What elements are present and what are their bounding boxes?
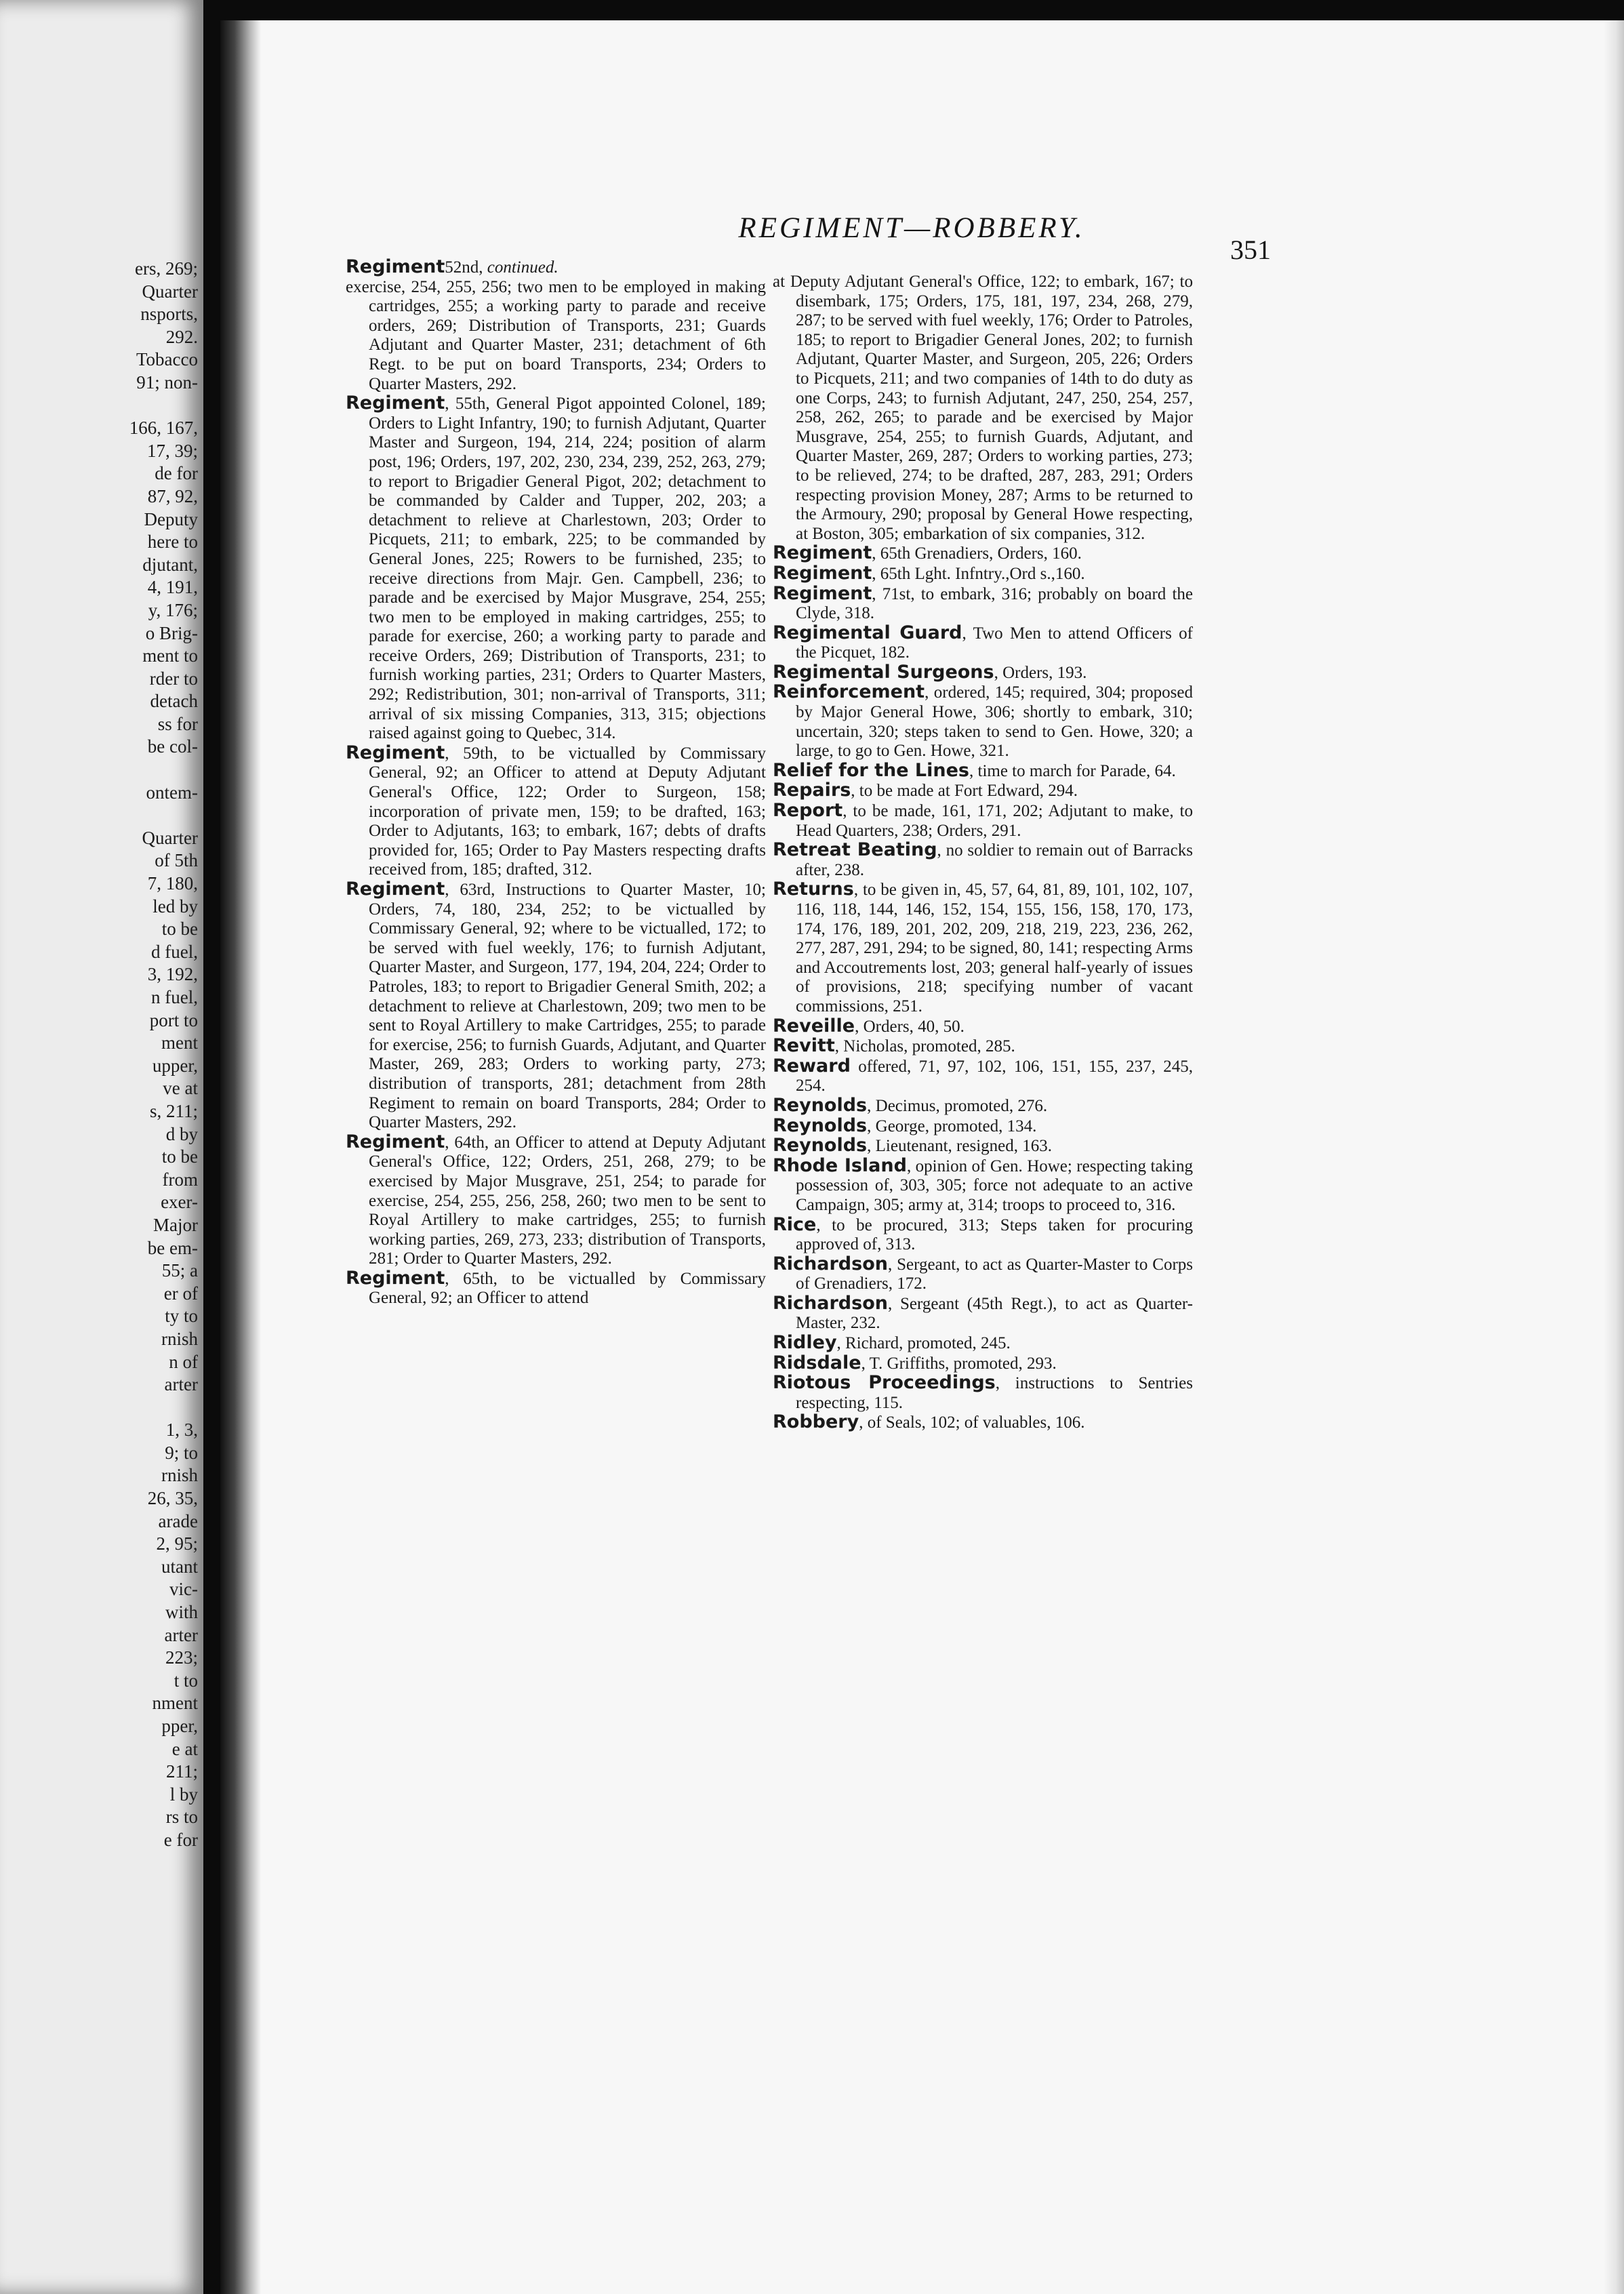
facing-page-line: ve at <box>163 1078 198 1099</box>
entry-headword: Returns <box>773 879 854 900</box>
facing-page-line: o Brig- <box>145 622 198 643</box>
index-entry <box>773 1333 1193 1354</box>
facing-page-line: t to <box>174 1670 198 1691</box>
facing-page-line: rder to <box>149 668 198 689</box>
facing-page-line: s, 211; <box>149 1100 198 1121</box>
facing-page-line: y, 176; <box>148 599 198 620</box>
facing-page-line: 166, 167, <box>129 418 198 439</box>
facing-page-line: led by <box>153 896 198 917</box>
facing-page-line: 55; a <box>161 1260 198 1281</box>
facing-page-line: 4, 191, <box>147 577 198 598</box>
entry-text: , to be given in, 45, 57, 64, 81, 89, 101, 102, 107, 116, 118, 144, 146, 152, 154, 155, 156, 158, 170, 173, 174, 176, 189, 201, 202, 209, 218, 219, 223, 236, 262, 277, 287, 291, 294; to be signed, 80, 141; respecting Arms and Accoutrements lost, 203; general half-yearly of issues of provisions, 218; specifying number of vacant commissions, 251. <box>796 881 1193 1015</box>
entry-text: , T. Griffiths, promoted, 293. <box>861 1354 1057 1373</box>
entry-text: , ordered, 145; required, 304; proposed by Major General Howe, 306; shortly to embark, 310; uncertain, 320; steps taken to send to Gen. Howe, 320; a large, to go to Gen. Howe, 321. <box>796 683 1193 761</box>
entry-text: , to be made, 161, 171, 202; Adjutant to make, to Head Quarters, 238; Orders, 291. <box>796 802 1193 840</box>
entry-text: , Orders, 193. <box>994 663 1087 682</box>
entry-text: , 65th Grenadiers, Orders, 160. <box>872 544 1082 563</box>
index-entry <box>773 1096 1193 1116</box>
facing-page-line: 9; to <box>165 1442 198 1463</box>
index-column-left <box>346 258 766 1308</box>
entry-text: , 65th, to be victualled by Commissary General, 92; an Officer to attend <box>369 1269 766 1308</box>
index-entry <box>346 744 766 880</box>
facing-page-line: Quarter <box>142 827 198 848</box>
facing-page-line: from <box>162 1169 198 1190</box>
index-entry <box>773 624 1193 663</box>
facing-page-line: be em- <box>147 1237 198 1258</box>
running-head: REGIMENT—ROBBERY. <box>738 212 1085 244</box>
entry-headword: Regiment <box>346 256 445 277</box>
index-entry <box>773 1017 1193 1037</box>
facing-page-line: 3, 192, <box>147 964 198 985</box>
entry-text: , 65th Lght. Infntry.,Ord s.,160. <box>872 564 1085 583</box>
index-entry <box>346 880 766 1133</box>
facing-page-line: ment <box>161 1032 198 1053</box>
entry-text: , Sergeant, to act as Quarter-Master to Corps of Grenadiers, 172. <box>796 1255 1193 1293</box>
entry-headword: Reward <box>773 1055 851 1076</box>
index-entry <box>773 781 1193 801</box>
facing-page-line: d by <box>165 1123 198 1144</box>
entry-text: , of Seals, 102; of valuables, 106. <box>859 1413 1085 1432</box>
entry-text: , 63rd, Instructions to Quarter Master, 10; Orders, 74, 180, 234, 252; to be victualled by Commissary General, 92; where to be victualled, 172; to be served with fuel weekly, 176; to furnish Adjutant, Quarter Master, and Surgeon, 177, 194, 204, 224; Order to Patroles, 183; to report to Brigadier General Smith, 202; a detachment to relieve at Charlestown, 209; two men to be sent to Royal Artillery to make Cartridges, 255; to parade for exercise, 256; to furnish Guards, Adjutant, and Quarter Master, 269, 283; Orders to working party, 273; distribution of transports, 281; detachment from 28th Regiment to remain on board Transports, 284; Order to Quarter Masters, 292. <box>369 881 766 1132</box>
index-entry <box>773 801 1193 841</box>
entry-headword: Rhode Island <box>773 1154 907 1176</box>
facing-page-line: er of <box>163 1283 198 1304</box>
entry-headword: Reveille <box>773 1015 855 1037</box>
entry-headword: Regimental Guard <box>773 622 962 643</box>
entry-headword: Regimental Surgeons <box>773 661 994 683</box>
entry-headword: Robbery <box>773 1411 859 1433</box>
facing-page-line: e at <box>171 1738 198 1759</box>
facing-page-line: 26, 35, <box>147 1488 198 1509</box>
facing-page-line: Deputy <box>144 508 198 529</box>
facing-page-line: be col- <box>147 736 198 757</box>
facing-page-line: n fuel, <box>151 987 198 1007</box>
index-page <box>220 20 1624 2294</box>
entry-text: , to be procured, 313; Steps taken for procuring approved of, 313. <box>796 1215 1193 1254</box>
entry-headword: Regiment <box>346 393 445 414</box>
facing-page-line: ment to <box>142 645 198 666</box>
index-entry <box>773 544 1193 564</box>
facing-page-line: 87, 92, <box>147 485 198 506</box>
index-entry <box>773 1057 1193 1096</box>
facing-page-line: vic- <box>169 1579 198 1600</box>
entry-headword: Report <box>773 800 843 822</box>
index-entry <box>346 278 766 395</box>
index-entry <box>773 1354 1193 1374</box>
entry-text: offered, 71, 97, 102, 106, 151, 155, 237, 245, 254. <box>796 1057 1193 1095</box>
index-entry <box>773 1136 1193 1156</box>
facing-page-line: n of <box>169 1351 198 1372</box>
index-entry <box>773 273 1193 544</box>
index-entry <box>773 1037 1193 1057</box>
facing-page-line: djutant, <box>142 554 198 575</box>
facing-page-line <box>0 759 198 782</box>
facing-page-line: ss for <box>157 713 198 734</box>
facing-page-line: 17, 39; <box>146 440 198 461</box>
facing-page-line: utant <box>161 1556 198 1577</box>
entry-text: , Richard, promoted, 245. <box>836 1334 1011 1353</box>
facing-page-line: Tobacco <box>136 349 198 370</box>
facing-page-line: de for <box>155 463 198 484</box>
entry-text: , Two Men to attend Officers of the Picquet, 182. <box>796 624 1193 662</box>
entry-headword: Rice <box>773 1213 817 1235</box>
index-entry <box>773 564 1193 584</box>
index-entry <box>346 1133 766 1269</box>
facing-page-line: port to <box>149 1009 198 1030</box>
entry-text: , 55th, General Pigot appointed Colonel, 189; Orders to Light Infantry, 190; to furnish Adjutant, Quarter Master and Surgeon, 194, 214, 224; position of alarm post, 196; Orders, 197, 202, 230, 234, 239, 252, 263, 279; to report to Brigadier General Pigot, 202; detachment to be commanded by Calder and Tupper, 202, 203; a detachment to relieve at Charlestown, 203; Order to Picquets, 211; to embark, 225; to be commanded by General Jones, 225; Rowers to be furnished, 235; to receive directions from Majr. Gen. Campbell, 236; to parade and be exercised by Major Musgrave, 254, 255; two men to be employed in making cartridges, 255; to parade for exercise, 260; a working party to parade and receive Orders, 269; Distribution of Transports, 231; to furnish working parties, 231; Orders to Quarter Masters, 292; Redistribution, 301; non-arrival of Transports, 311; arrival of six missing Companies, 313, 315; objections raised against going to Quebec, 314. <box>369 395 766 743</box>
entry-headword: Reynolds <box>773 1135 868 1156</box>
entry-headword: Reynolds <box>773 1114 868 1136</box>
facing-page-line: 223; <box>165 1647 198 1668</box>
entry-headword: Revitt <box>773 1035 835 1057</box>
index-entry <box>773 1294 1193 1333</box>
entry-text: , Sergeant (45th Regt.), to act as Quarter-Master, 232. <box>796 1294 1193 1333</box>
facing-page-line: l by <box>169 1784 198 1805</box>
entry-text: , Nicholas, promoted, 285. <box>834 1037 1015 1056</box>
index-entry <box>773 584 1193 624</box>
facing-page-line: Quarter <box>142 281 198 302</box>
facing-page-line: nment <box>152 1693 198 1714</box>
entry-headword: Reinforcement <box>773 681 925 703</box>
entry-text: , Lieutenant, resigned, 163. <box>867 1137 1052 1156</box>
entry-headword: Ridsdale <box>773 1352 861 1373</box>
page-edge-shadow <box>1604 20 1624 2294</box>
facing-page-line: Major <box>153 1214 198 1235</box>
index-entry <box>773 1116 1193 1137</box>
index-entry <box>346 394 766 744</box>
entry-text: , time to march for Parade, 64. <box>969 761 1176 780</box>
entry-text: , opinion of Gen. Howe; respecting taking possession of, 303, 305; force not adequate to an active Campaign, 305; army at, 314; troops to proceed to, 316. <box>796 1156 1193 1214</box>
entry-headword: Regiment <box>346 742 445 763</box>
facing-page-line: arter <box>164 1624 198 1645</box>
facing-page-line: here to <box>147 531 198 552</box>
entry-headword: Regiment <box>346 879 445 900</box>
facing-page-line: 91; non- <box>136 371 198 393</box>
index-entry <box>773 841 1193 880</box>
facing-page-line: 292. <box>165 326 198 347</box>
entry-text: exercise, 254, 255, 256; two men to be employed in making cartridges, 255; a working party to parade and receive orders, 269; Distribution of Transports, 231; Guards Adjutant and Quarter Master, 231; detachment of 6th Regt. to be put on board Transports, 234; Orders to Quarter Masters, 292. <box>346 277 766 393</box>
index-entry <box>773 1215 1193 1255</box>
entry-text: at Deputy Adjutant General's Office, 122; to embark, 167; to disembark, 175; Orders, 175, 181, 197, 234, 268, 279, 287; to be served with fuel weekly, 176; Order to Patroles, 185; to report to Brigadier General Jones, 202; to furnish Adjutant, Quarter Master, and Surgeon, 205, 226; Orders to Picquets, 211; and two companies of 14th to do duty as one Corps, 243; to furnish Adjutant, 247, 250, 254, 257, 258, 262, 265; to parade and be exercised by Major Musgrave, 254, 255; to furnish Guards, Adjutant, and Quarter Master, 269, 287; Orders to working parties, 273; to be relieved, 274; to be drafted, 287, 283, 291; Orders respecting provision Money, 287; Arms to be returned to the Armoury, 290; proposal by General Howe respecting, at Boston, 305; embarkation of six companies, 312. <box>773 273 1193 543</box>
facing-page-text-fragments <box>0 258 203 1852</box>
entry-headword: Ridley <box>773 1332 837 1354</box>
facing-page-line: arade <box>158 1510 198 1531</box>
facing-page-line: rs to <box>165 1807 198 1828</box>
entry-headword: Regiment <box>346 1131 445 1152</box>
entry-cont: 52nd, <box>445 258 487 277</box>
index-entry <box>773 1373 1193 1413</box>
index-entry <box>346 1269 766 1308</box>
entry-headword: Richardson <box>773 1253 888 1274</box>
index-entry <box>773 663 1193 683</box>
facing-page-line: to be <box>161 1146 198 1167</box>
facing-page-line: to be <box>161 919 198 940</box>
page-number: 351 <box>1230 235 1271 265</box>
facing-page-line: 7, 180, <box>147 873 198 894</box>
facing-page-line <box>0 395 198 418</box>
entry-text: , 71st, to embark, 316; probably on board the Clyde, 318. <box>796 584 1193 623</box>
facing-page-line: detach <box>150 691 198 712</box>
facing-page-line: rnish <box>161 1465 198 1486</box>
entry-headword: Reynolds <box>773 1094 868 1116</box>
facing-page-line: 211; <box>166 1761 198 1782</box>
index-entry <box>346 258 766 278</box>
facing-page-line: rnish <box>161 1328 198 1349</box>
index-column-right <box>773 273 1193 1433</box>
facing-page-line: 1, 3, <box>165 1420 198 1441</box>
entry-text: , Orders, 40, 50. <box>855 1017 965 1036</box>
entry-headword: Relief for the Lines <box>773 759 969 781</box>
facing-page-line: e for <box>163 1829 198 1850</box>
index-entry <box>773 683 1193 761</box>
entry-headword: Regiment <box>773 562 872 584</box>
index-entry <box>773 1413 1193 1433</box>
facing-page-line: ontem- <box>146 782 198 803</box>
entry-headword: Riotous Proceedings <box>773 1372 996 1394</box>
entry-text: , Decimus, promoted, 276. <box>867 1096 1048 1115</box>
index-entry <box>773 880 1193 1016</box>
entry-headword: Retreat Beating <box>773 839 937 861</box>
facing-page-line: arter <box>164 1374 198 1395</box>
entry-headword: Richardson <box>773 1292 888 1314</box>
index-entry <box>773 761 1193 782</box>
facing-page-line: exer- <box>161 1192 198 1213</box>
facing-page-line: of 5th <box>155 850 198 871</box>
index-entry <box>773 1156 1193 1215</box>
facing-page-line: d fuel, <box>151 941 198 962</box>
continued-marker: continued. <box>487 258 559 277</box>
facing-page-line: ers, 269; <box>135 258 198 279</box>
facing-page-line <box>0 1396 198 1420</box>
facing-page-line: ty to <box>165 1306 198 1327</box>
entry-headword: Repairs <box>773 780 851 801</box>
entry-headword: Regiment <box>773 542 872 564</box>
entry-text: , no soldier to remain out of Barracks after, 238. <box>796 841 1193 879</box>
facing-page-edge <box>0 0 203 2294</box>
facing-page-line: 2, 95; <box>156 1533 198 1554</box>
entry-text: , instructions to Sentries respecting, 115. <box>796 1374 1193 1412</box>
facing-page-line: with <box>165 1602 198 1623</box>
entry-text: , 59th, to be victualled by Commissary General, 92; an Officer to attend at Deputy Adjutant General's Office, 122; Order to Surgeon, 158; incorporation of private men, 159; to be drafted, 163; Order to Adjutants, 163; to embark, 167; debts of drafts provided for, 165; Order to Pay Masters respecting drafts received from, 185; drafted, 312. <box>369 744 766 879</box>
entry-headword: Regiment <box>773 582 872 604</box>
entry-text: , 64th, an Officer to attend at Deputy Adjutant General's Office, 122; Orders, 251, 268, 279; to be exercised by Major Musgrave, 251, 254; to parade for exercise, 254, 255, 256, 258, 260; two men to be sent to Royal Artillery to make cartridges, 255; to furnish working parties, 269, 273, 233; distribution of Transports, 281; Order to Quarter Masters, 292. <box>369 1133 766 1268</box>
entry-headword: Regiment <box>346 1267 445 1289</box>
binding-gutter <box>220 20 261 2294</box>
entry-text: , to be made at Fort Edward, 294. <box>851 782 1078 801</box>
facing-page-line <box>0 804 198 827</box>
entry-text: , George, promoted, 134. <box>867 1116 1037 1135</box>
index-entry <box>773 1255 1193 1294</box>
facing-page-line: upper, <box>152 1055 198 1076</box>
facing-page-line: pper, <box>161 1716 198 1736</box>
facing-page-line: nsports, <box>140 304 198 325</box>
